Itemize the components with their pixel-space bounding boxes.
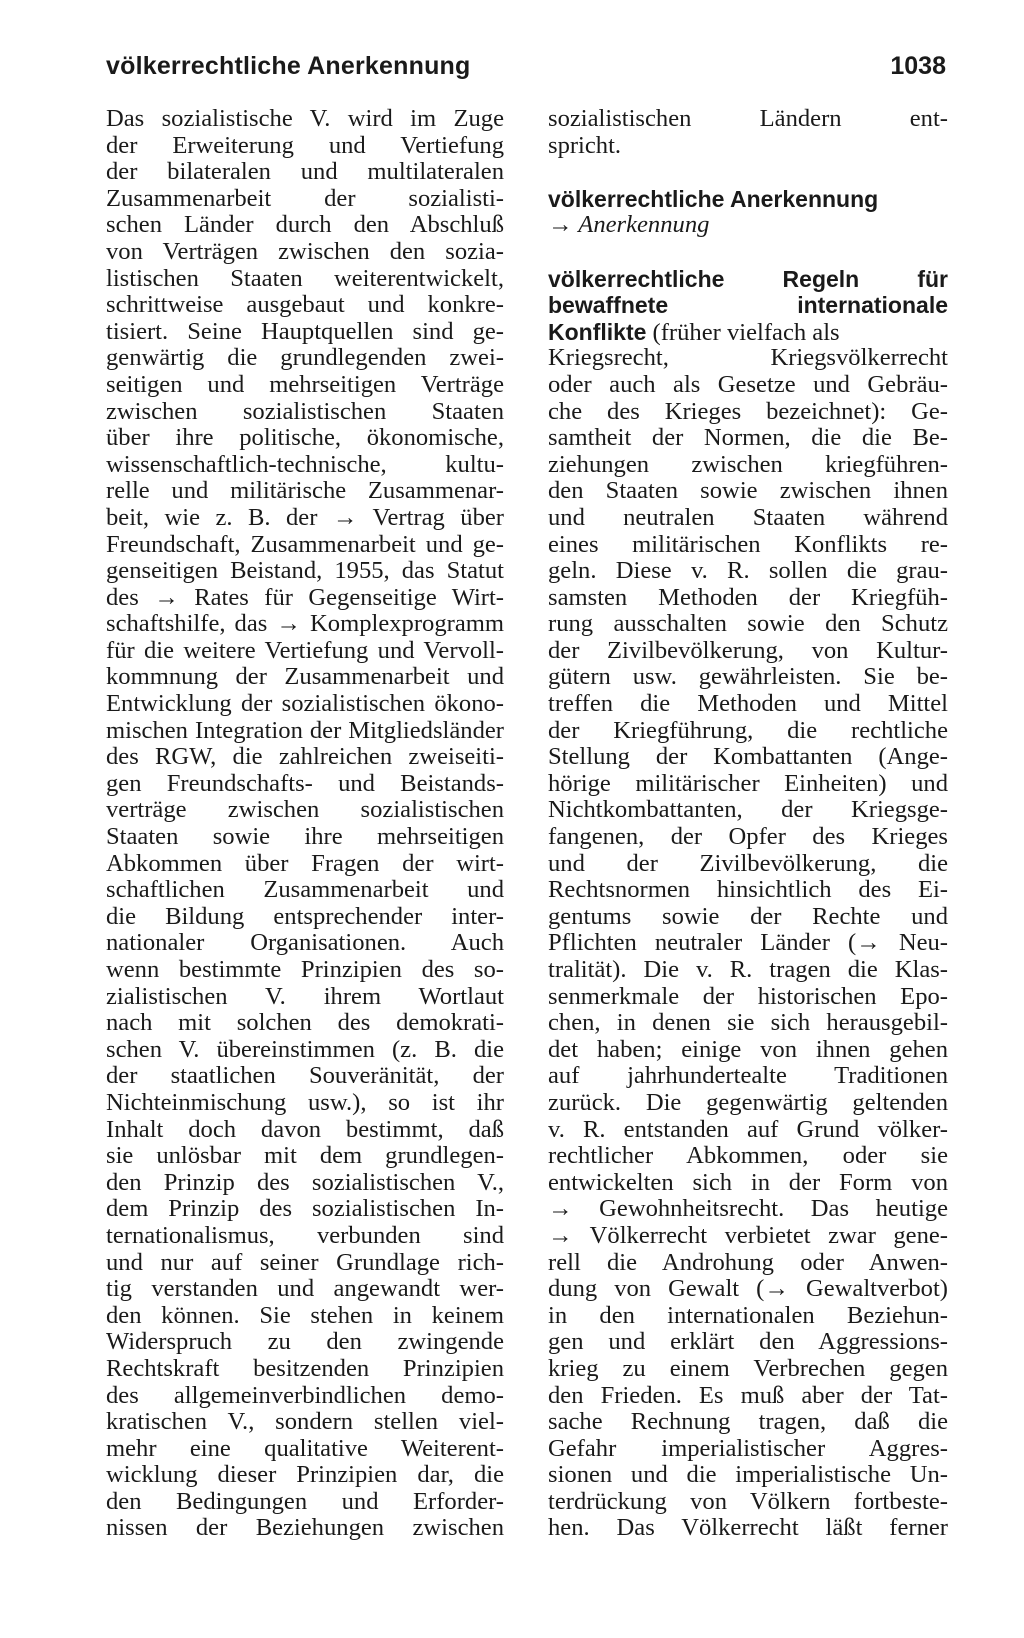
text-line: det haben; einige von ihnen gehen [548,1036,948,1063]
text-line: sionen und die imperialistische Un- [548,1462,948,1489]
text-line: kommnung der Zusammenarbeit und [106,664,504,691]
text-line: von Verträgen zwischen den sozia- [106,238,504,265]
text-line: listischen Staaten weiterentwickelt, [106,265,504,292]
text-line: seitigen und mehrseitigen Verträge [106,371,504,398]
text-line: sache Rechnung tragen, daß die [548,1409,948,1436]
entry-headword: bewaffnete internationale [548,292,948,319]
text-line: hen. Das Völkerrecht läßt ferner [548,1515,948,1542]
text-line: und neutralen Staaten während [548,504,948,531]
text-line: gentums sowie der Rechte und [548,903,948,930]
text-line: den Frieden. Es muß aber der Tat- [548,1382,948,1409]
text-line: sozialistischen Ländern ent- [548,106,948,132]
text-line: in den internationalen Beziehun- [548,1302,948,1329]
text-line: den Staaten sowie zwischen ihnen [548,478,948,505]
entry-headword: völkerrechtliche Regeln für [548,265,948,292]
text-line: → Gewohnheitsrecht. Das heutige [548,1196,948,1223]
text-line: che des Krieges bezeichnet): Ge- [548,398,948,425]
text-line: Konflikte (früher vielfach als [548,318,840,346]
text-line: schen Länder durch den Abschluß [106,212,504,239]
text-line: Rechtsnormen hinsichtlich des Ei- [548,877,948,904]
cross-reference-link[interactable]: → Anerkennung [548,211,710,239]
text-line: wenn bestimmte Prinzipien des so- [106,957,504,983]
text-line: samsten Methoden der Kriegfüh- [548,584,948,611]
text-line: Abkommen über Fragen der wirt- [106,850,504,877]
text-line: auf jahrhundertealte Traditionen [548,1063,948,1090]
text-line: geln. Diese v. R. sollen die grau- [548,558,948,585]
text-line: des RGW, die zahlreichen zweiseiti- [106,744,504,771]
text-line: Pflichten neutraler Länder (→ Neu- [548,930,948,957]
text-line: schaftlichen Zusammenarbeit und [106,877,504,904]
text-line: des allgemeinverbindlichen demo- [106,1382,504,1409]
text-line: den Bedingungen und Erforder- [106,1488,504,1515]
text-line: Nichteinmischung usw.), so ist ihr [106,1089,504,1116]
text-line: verträge zwischen sozialistischen [106,797,504,824]
text-line: der bilateralen und multilateralen [106,159,504,186]
text-line: dung von Gewalt (→ Gewaltverbot) [548,1276,948,1303]
text-line: mischen Integration der Mitgliedsländer [106,717,504,744]
text-line: genseitigen Beistand, 1955, das Statut [106,558,504,585]
text-line: Freundschaft, Zusammenarbeit und ge- [106,531,504,558]
text-line: rechtlicher Abkommen, oder sie [548,1143,948,1170]
text-line: gütern usw. gewährleisten. Sie be- [548,664,948,691]
text-line: schaftshilfe, das → Komplexprogramm [106,611,504,638]
running-head-title: völkerrechtliche Anerkennung [106,52,471,80]
text-line: der staatlichen Souveränität, der [106,1063,504,1090]
entry-headword: völkerrechtliche Anerkennung [548,185,879,212]
text-line: beit, wie z. B. der → Vertrag über [106,504,504,531]
text-line: Entwicklung der sozialistischen ökono- [106,691,504,718]
text-line: hörige militärischer Einheiten) und [548,770,948,797]
text-line: und der Zivilbevölkerung, die [548,850,948,877]
text-line: relle und militärische Zusammenar- [106,478,504,505]
text-line: samtheit der Normen, die die Be- [548,425,948,452]
text-line: über ihre politische, ökonomische, [106,425,504,452]
text-line: zialistischen V. ihrem Wortlaut [106,983,504,1010]
text-line: Widerspruch zu den zwingende [106,1329,504,1356]
text-line: der Kriegführung, die rechtliche [548,717,948,744]
text-line: zwischen sozialistischen Staaten [106,398,504,425]
text-line: sie unlösbar mit dem grundlegen- [106,1143,504,1170]
text-line: wicklung dieser Prinzipien dar, die [106,1462,504,1489]
text-line: terdrückung von Völkern fortbeste- [548,1488,948,1515]
text-line: rell die Androhung oder Anwen- [548,1249,948,1276]
text-line: chen, in denen sie sich herausgebil- [548,1010,948,1037]
text-line: zurück. Die gegenwärtig geltenden [548,1089,948,1116]
text-line: v. R. entstanden auf Grund völker- [548,1116,948,1143]
text-line: genwärtig die grundlegenden zwei- [106,345,504,372]
text-line: Nichtkombattanten, der Kriegsge- [548,797,948,824]
text-line: krieg zu einem Verbrechen gegen [548,1355,948,1382]
text-line: oder auch als Gesetze und Gebräu- [548,371,948,398]
text-line: tralität). Die v. R. tragen die Klas- [548,957,948,983]
text-line: spricht. [548,131,622,159]
text-line: Staaten sowie ihre mehrseitigen [106,824,504,851]
text-line: die Bildung entsprechender inter- [106,903,504,930]
text-line: tig verstanden und angewandt wer- [106,1276,504,1303]
text-line: schen V. übereinstimmen (z. B. die [106,1036,504,1063]
text-line: wissenschaftlich-technische, kultu- [106,451,504,478]
text-line: kratischen V., sondern stellen viel- [106,1409,504,1436]
text-line: ternationalismus, verbunden sind [106,1222,504,1249]
text-line: nach mit solchen des demokrati- [106,1010,504,1037]
text-line: → Völkerrecht verbietet zwar gene- [548,1222,948,1249]
text-line: der Zivilbevölkerung, von Kultur- [548,637,948,664]
text-line: tisiert. Seine Hauptquellen sind ge- [106,318,504,345]
text-line: gen Freundschafts- und Beistands- [106,770,504,797]
text-line: dem Prinzip des sozialistischen In- [106,1196,504,1223]
text-line: und nur auf seiner Grundlage rich- [106,1249,504,1276]
text-line: für die weitere Vertiefung und Vervoll- [106,637,504,664]
text-line: der Erweiterung und Vertiefung [106,132,504,159]
text-line: nationaler Organisationen. Auch [106,930,504,957]
page-number: 1038 [890,52,946,80]
text-line: treffen die Methoden und Mittel [548,691,948,718]
text-line: eines militärischen Konflikts re- [548,531,948,558]
text-line: Kriegsrecht, Kriegsvölkerrecht [548,345,948,372]
text-line: den Prinzip des sozialistischen V., [106,1169,504,1196]
text-line: Gefahr imperialistischer Aggres- [548,1435,948,1462]
text-line: gen und erklärt den Aggressions- [548,1329,948,1356]
text-line: des → Rates für Gegenseitige Wirt- [106,584,504,611]
text-line: ziehungen zwischen kriegführen- [548,451,948,478]
text-line: Das sozialistische V. wird im Zuge [106,106,504,132]
text-line: mehr eine qualitative Weiterent- [106,1435,504,1462]
text-line: rung ausschalten sowie den Schutz [548,611,948,638]
text-line: senmerkmale der historischen Epo- [548,983,948,1010]
text-line: entwickelten sich in der Form von [548,1169,948,1196]
text-line: den können. Sie stehen in keinem [106,1302,504,1329]
text-line: Stellung der Kombattanten (Ange- [548,744,948,771]
entry-headword: Konflikte [548,318,647,345]
right-column [548,106,948,1542]
text-line: fangenen, der Opfer des Krieges [548,824,948,851]
text-line: schrittweise ausgebaut und konkre- [106,292,504,319]
text-line: Rechtskraft besitzenden Prinzipien [106,1355,504,1382]
text-line: Inhalt doch davon bestimmt, daß [106,1116,504,1143]
text-line: nissen der Beziehungen zwischen [106,1515,504,1542]
left-column [106,106,504,1542]
text-line: Zusammenarbeit der sozialisti- [106,185,504,212]
